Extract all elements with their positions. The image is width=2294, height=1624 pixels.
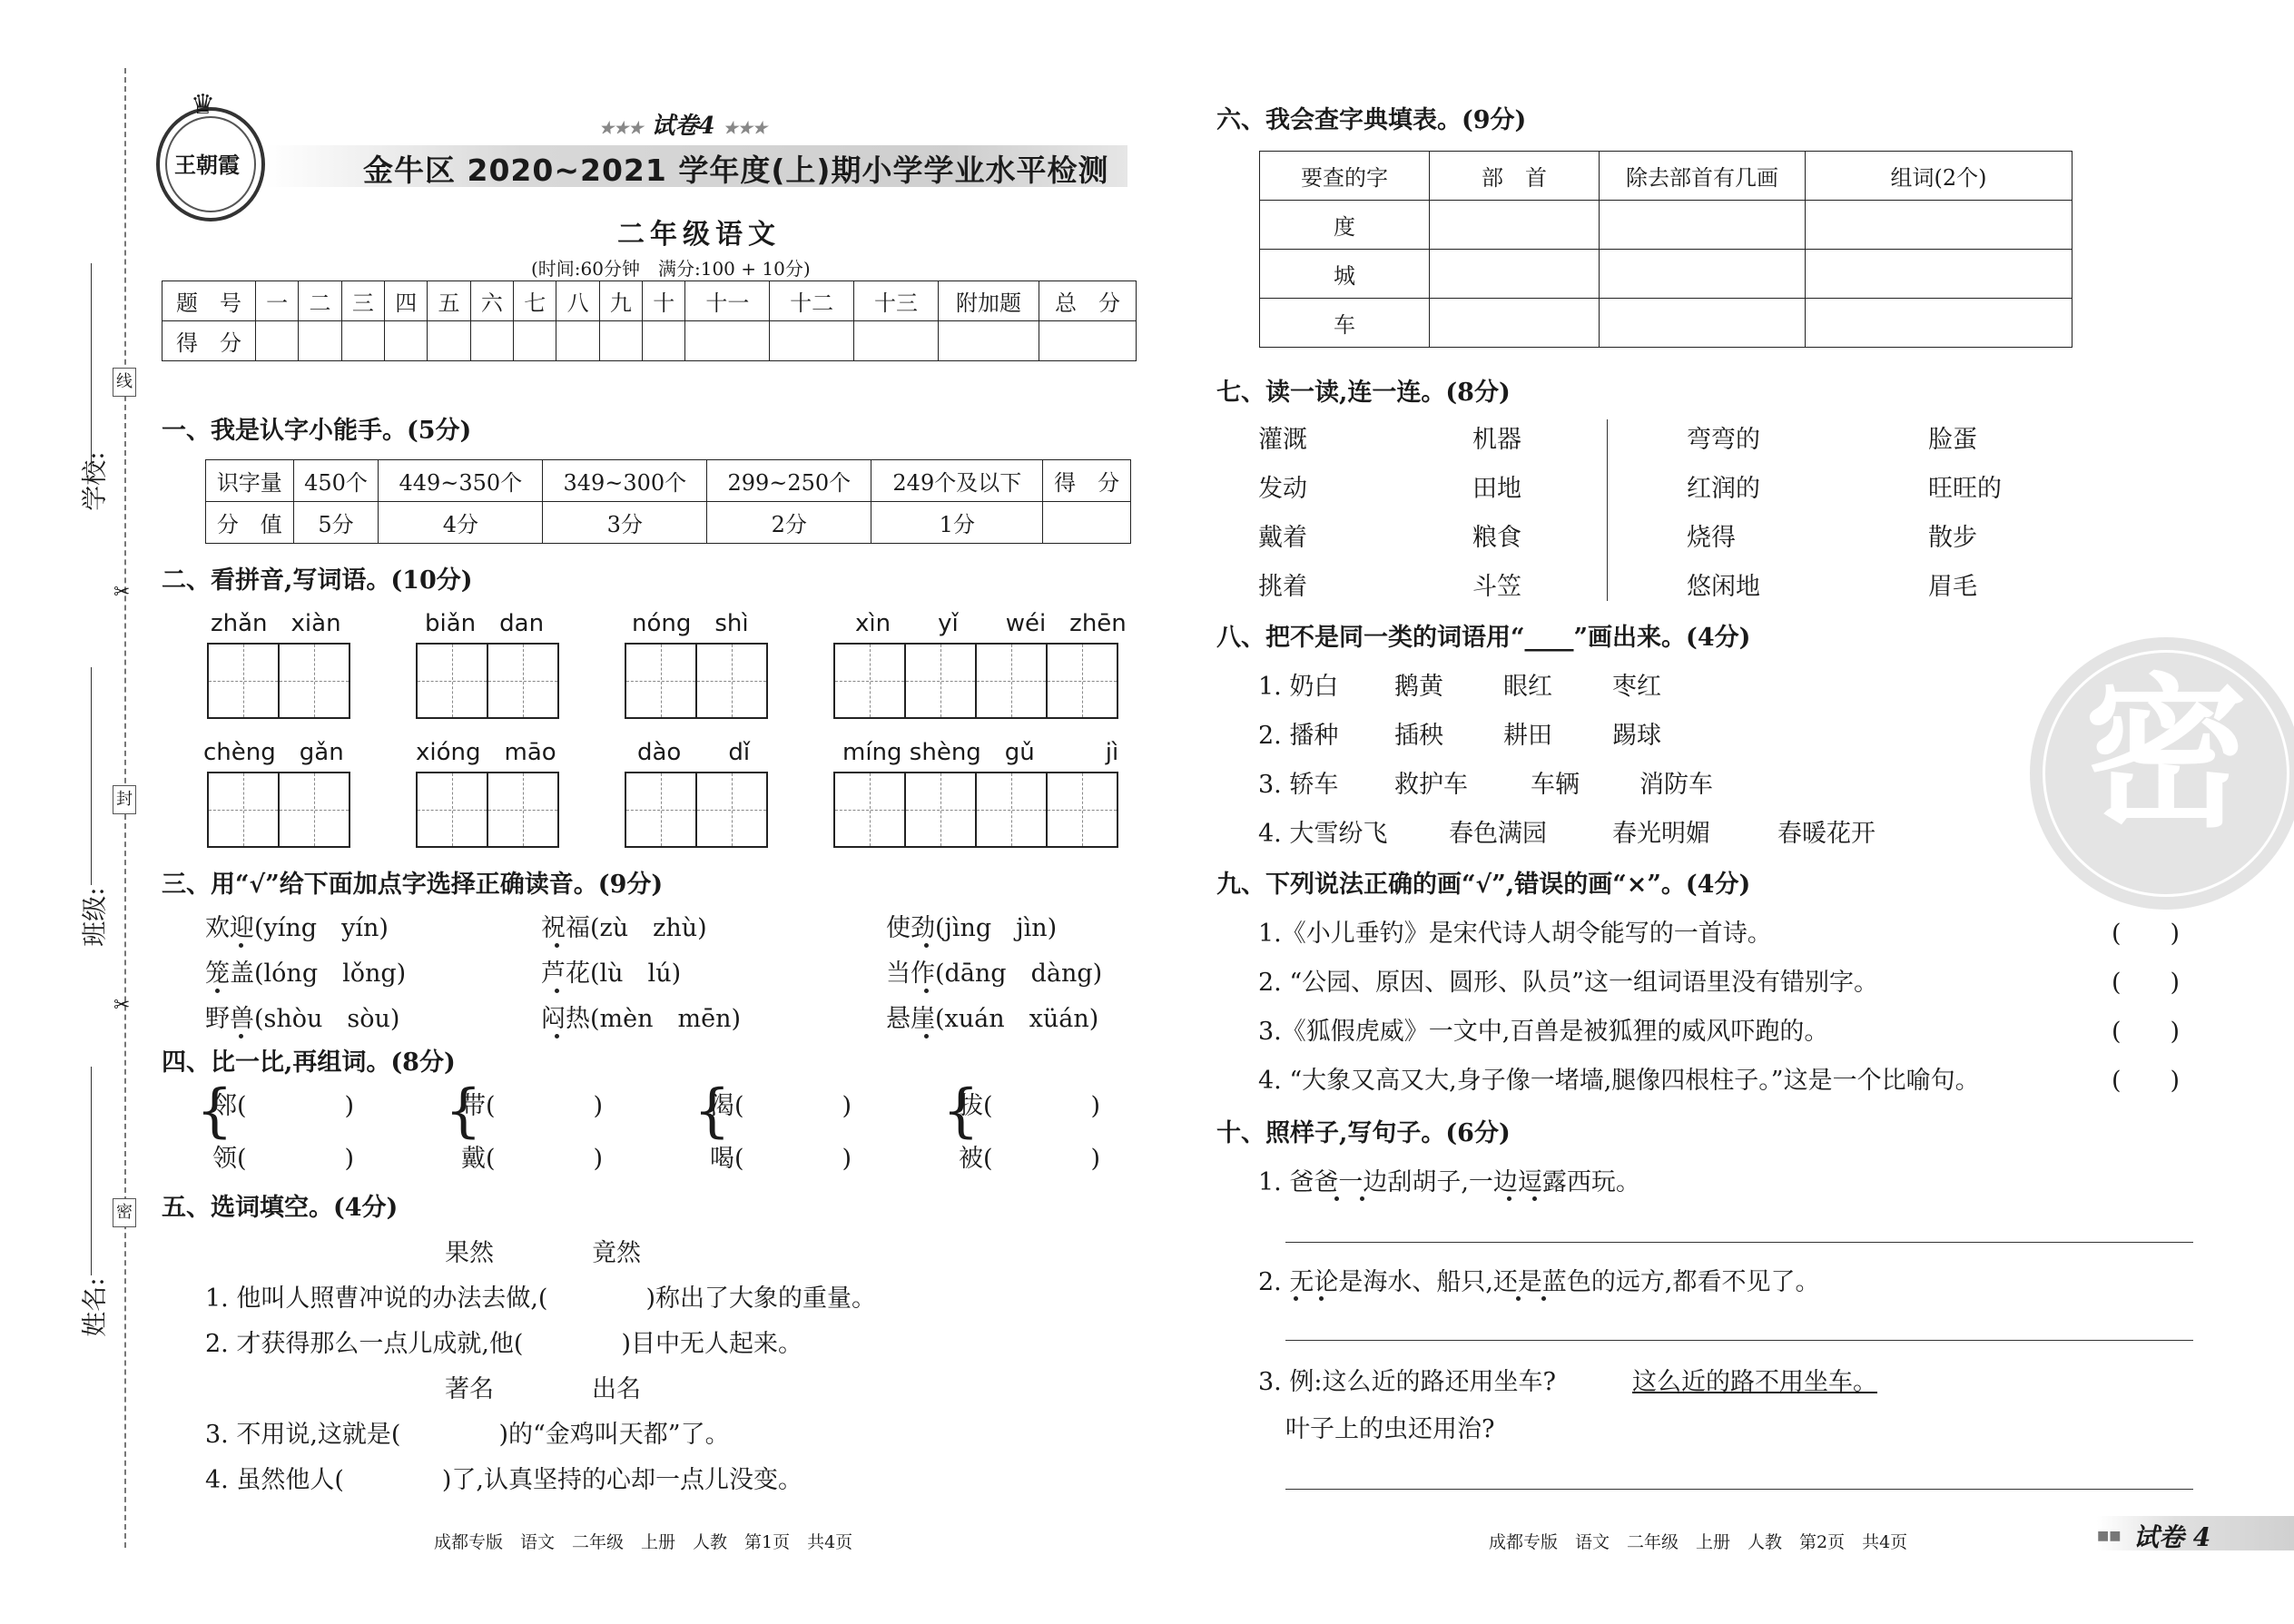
confidential-stamp bbox=[2030, 637, 2294, 910]
literacy-cell: 5分 bbox=[293, 502, 379, 544]
writing-grid[interactable] bbox=[207, 772, 350, 848]
score-table bbox=[162, 281, 1137, 361]
section-2-title: 二、看拼音,写词语。(10分) bbox=[162, 566, 473, 595]
emphasis-dot bbox=[1532, 1196, 1537, 1201]
emphasis-dot bbox=[1516, 1296, 1521, 1301]
literacy-cell: 349~300个 bbox=[543, 460, 707, 502]
category-word[interactable]: 3. 轿车 bbox=[1258, 771, 1339, 799]
judge-statement: 3.《狐假虎威》一文中,百兽是被狐狸的威风吓跑的。 bbox=[1258, 1018, 1829, 1046]
emphasis-dot bbox=[1541, 1296, 1546, 1301]
stamp-text: 密 bbox=[2084, 660, 2249, 850]
score-cell[interactable] bbox=[599, 321, 642, 361]
footer-tag-text: 试卷 4 bbox=[2133, 1522, 2211, 1552]
section-10-title: 十、照样子,写句子。(6分) bbox=[1216, 1119, 1511, 1147]
match-word[interactable]: 发动 bbox=[1258, 475, 1307, 503]
emphasis-dot bbox=[924, 1034, 929, 1038]
reading-choice[interactable]: 野兽(shòu sòu) bbox=[205, 1005, 400, 1033]
category-word[interactable]: 眼红 bbox=[1503, 673, 1552, 701]
school-field[interactable] bbox=[91, 263, 92, 472]
seal-mark-mi: 密 bbox=[113, 1198, 136, 1227]
sentence-prompt: 叶子上的虫还用治? bbox=[1285, 1415, 1495, 1443]
seal-mark-xian: 线 bbox=[113, 368, 136, 397]
literacy-score-cell[interactable] bbox=[1043, 502, 1131, 544]
emphasis-dot bbox=[555, 989, 559, 993]
emphasis-dot bbox=[1507, 1196, 1511, 1201]
score-cell[interactable] bbox=[256, 321, 299, 361]
score-cell[interactable] bbox=[685, 321, 770, 361]
literacy-cell: 2分 bbox=[707, 502, 871, 544]
category-word[interactable]: 春暖花开 bbox=[1777, 820, 1876, 848]
dict-cell[interactable] bbox=[1600, 299, 1806, 348]
section-1-title: 一、我是认字小能手。(5分) bbox=[162, 417, 472, 445]
section-5-title: 五、选词填空。(4分) bbox=[162, 1194, 399, 1222]
scissors-icon: ✂ bbox=[113, 581, 131, 604]
section-6-title: 六、我会查字典填表。(9分) bbox=[1216, 106, 1527, 134]
match-word[interactable]: 机器 bbox=[1472, 426, 1521, 454]
writing-grid[interactable] bbox=[416, 643, 559, 719]
match-word[interactable]: 旺旺的 bbox=[1928, 475, 2002, 503]
category-word[interactable]: 枣红 bbox=[1612, 673, 1661, 701]
name-label: 姓名: bbox=[79, 1277, 110, 1337]
emphasis-dot bbox=[555, 1034, 559, 1038]
match-divider bbox=[1607, 419, 1608, 601]
score-header: 十 bbox=[643, 281, 685, 321]
emphasis-dot bbox=[239, 1034, 243, 1038]
literacy-cell: 得 分 bbox=[1043, 460, 1131, 502]
score-header: 十一 bbox=[685, 281, 770, 321]
score-header: 八 bbox=[556, 281, 599, 321]
writing-grid[interactable] bbox=[833, 643, 1118, 719]
emphasis-dot bbox=[924, 943, 929, 948]
match-word[interactable]: 粮食 bbox=[1472, 524, 1521, 552]
reading-choice[interactable]: 使劲(jìng jìn) bbox=[886, 914, 1058, 942]
judge-answer[interactable]: ( ) bbox=[2112, 1018, 2181, 1046]
pinyin: xióng māo bbox=[416, 739, 556, 766]
answer-line[interactable] bbox=[1285, 1340, 2193, 1341]
judge-statement: 2. “公园、原因、圆形、队员”这一组词语里没有错别字。 bbox=[1258, 969, 1878, 997]
category-word[interactable]: 救护车 bbox=[1394, 771, 1468, 799]
pinyin: zhǎn xiàn bbox=[211, 610, 341, 637]
sentence-example: 1. 爸爸一边刮胡子,一边逗露西玩。 bbox=[1258, 1168, 1640, 1196]
score-header: 六 bbox=[470, 281, 513, 321]
section-7-title: 七、读一读,连一连。(8分) bbox=[1216, 379, 1511, 407]
compare-word[interactable]: 渴( ) bbox=[710, 1092, 852, 1120]
dictionary-table bbox=[1259, 151, 2072, 348]
category-word[interactable]: 春光明媚 bbox=[1612, 820, 1710, 848]
section-4-title: 四、比一比,再组词。(8分) bbox=[162, 1048, 456, 1077]
sentence-answer-example: 这么近的路不用坐车。 bbox=[1632, 1368, 1877, 1396]
star-icon: ★★★ bbox=[599, 119, 644, 138]
dict-header: 部 首 bbox=[1430, 152, 1600, 201]
judge-answer[interactable]: ( ) bbox=[2112, 920, 2181, 948]
dict-cell[interactable] bbox=[1806, 299, 2072, 348]
category-word[interactable]: 2. 播种 bbox=[1258, 722, 1339, 750]
score-header: 九 bbox=[599, 281, 642, 321]
dict-char: 车 bbox=[1260, 299, 1430, 348]
exam-title: 金牛区 2020~2021 学年度(上)期小学学业水平检测 bbox=[363, 153, 1109, 188]
match-word[interactable]: 戴着 bbox=[1258, 524, 1307, 552]
literacy-cell: 4分 bbox=[379, 502, 543, 544]
score-cell[interactable] bbox=[470, 321, 513, 361]
name-field[interactable] bbox=[91, 1067, 92, 1275]
compare-word[interactable]: 领( ) bbox=[212, 1145, 355, 1173]
word-choices: 著名 出名 bbox=[445, 1375, 641, 1403]
emphasis-dot bbox=[1360, 1196, 1364, 1201]
emphasis-dot bbox=[239, 943, 243, 948]
category-word[interactable]: 插秧 bbox=[1394, 722, 1443, 750]
reading-choice[interactable]: 祝福(zù zhù) bbox=[541, 914, 707, 942]
seal-mark-feng: 封 bbox=[113, 785, 136, 814]
pinyin: dào dǐ bbox=[637, 739, 751, 766]
pinyin: nóng shì bbox=[632, 610, 749, 637]
emphasis-dot bbox=[215, 989, 220, 993]
dict-char: 城 bbox=[1260, 250, 1430, 299]
word-choices: 果然 竟然 bbox=[445, 1239, 641, 1267]
score-header: 二 bbox=[299, 281, 341, 321]
dict-cell[interactable] bbox=[1806, 201, 2072, 250]
literacy-cell: 分 值 bbox=[206, 502, 294, 544]
score-cell[interactable] bbox=[299, 321, 341, 361]
match-word[interactable]: 挑着 bbox=[1258, 573, 1307, 601]
reading-choice[interactable]: 欢迎(yíng yín) bbox=[205, 914, 389, 942]
reading-choice[interactable]: 芦花(lù lú) bbox=[541, 960, 682, 988]
emphasis-dot bbox=[1334, 1196, 1339, 1201]
dict-char: 度 bbox=[1260, 201, 1430, 250]
match-word[interactable]: 灌溉 bbox=[1258, 426, 1307, 454]
score-header: 五 bbox=[428, 281, 470, 321]
section-8-title: 八、把不是同一类的词语用“____”画出来。(4分) bbox=[1216, 624, 1751, 652]
brace-icon: { bbox=[196, 1078, 233, 1145]
dict-header: 要查的字 bbox=[1260, 152, 1430, 201]
subject-title: 二年级语文 bbox=[617, 219, 781, 251]
score-header: 总 分 bbox=[1039, 281, 1137, 321]
answer-line[interactable] bbox=[1285, 1489, 2193, 1490]
match-word[interactable]: 烧得 bbox=[1687, 524, 1736, 552]
judge-statement: 4. “大象又高又大,身子像一堵墙,腿像四根柱子。”这是一个比喻句。 bbox=[1258, 1067, 1980, 1095]
footer-right: 成都专版 语文 二年级 上册 人教 第2页 共4页 bbox=[1489, 1532, 1908, 1552]
pinyin: biǎn dan bbox=[425, 610, 545, 637]
school-label: 学校: bbox=[79, 451, 110, 511]
literacy-cell: 249个及以下 bbox=[871, 460, 1043, 502]
match-word[interactable]: 脸蛋 bbox=[1928, 426, 1977, 454]
scissors-icon: ✂ bbox=[113, 994, 131, 1017]
score-cell[interactable] bbox=[385, 321, 428, 361]
dict-cell[interactable] bbox=[1806, 250, 2072, 299]
fill-question[interactable]: 4. 虽然他人( )了,认真坚持的心却一点儿没变。 bbox=[205, 1466, 802, 1494]
dict-cell[interactable] bbox=[1430, 201, 1600, 250]
emphasis-dot bbox=[1294, 1296, 1298, 1301]
footer-tag-dots: ■■ bbox=[2097, 1529, 2122, 1543]
writing-grid[interactable] bbox=[625, 772, 768, 848]
logo-text: 王朝霞 bbox=[174, 152, 240, 178]
score-header: 三 bbox=[341, 281, 384, 321]
star-icon: ★★★ bbox=[723, 119, 768, 138]
category-word[interactable]: 耕田 bbox=[1503, 722, 1552, 750]
score-header: 题 号 bbox=[162, 281, 256, 321]
compare-word[interactable]: 被( ) bbox=[959, 1145, 1101, 1173]
category-word[interactable]: 车辆 bbox=[1531, 771, 1580, 799]
emphasis-dot bbox=[1319, 1296, 1324, 1301]
score-row-label: 得 分 bbox=[162, 321, 256, 361]
score-cell[interactable] bbox=[939, 321, 1039, 361]
score-cell[interactable] bbox=[428, 321, 470, 361]
sentence-example: 3. 例:这么近的路还用坐车? bbox=[1258, 1368, 1556, 1396]
literacy-cell: 449~350个 bbox=[379, 460, 543, 502]
brace-icon: { bbox=[445, 1078, 482, 1145]
dict-cell[interactable] bbox=[1600, 250, 1806, 299]
badge-text: 试卷4 bbox=[651, 113, 715, 140]
match-word[interactable]: 田地 bbox=[1472, 475, 1521, 503]
score-cell[interactable] bbox=[854, 321, 939, 361]
logo bbox=[156, 107, 265, 221]
crown-icon: ♛ bbox=[191, 89, 215, 121]
dict-header: 组词(2个) bbox=[1806, 152, 2072, 201]
score-cell[interactable] bbox=[770, 321, 854, 361]
category-word[interactable]: 1. 奶白 bbox=[1258, 673, 1339, 701]
score-cell[interactable] bbox=[556, 321, 599, 361]
match-word[interactable]: 散步 bbox=[1928, 524, 1977, 552]
score-cell[interactable] bbox=[514, 321, 556, 361]
match-word[interactable]: 眉毛 bbox=[1928, 573, 1977, 601]
score-cell[interactable] bbox=[341, 321, 384, 361]
literacy-cell: 299~250个 bbox=[707, 460, 871, 502]
score-header: 十二 bbox=[770, 281, 854, 321]
writing-grid[interactable] bbox=[207, 643, 350, 719]
dict-cell[interactable] bbox=[1430, 299, 1600, 348]
compare-word[interactable]: 戴( ) bbox=[461, 1145, 604, 1173]
footer-left: 成都专版 语文 二年级 上册 人教 第1页 共4页 bbox=[434, 1532, 853, 1552]
match-word[interactable]: 弯弯的 bbox=[1687, 426, 1760, 454]
category-word[interactable]: 消防车 bbox=[1639, 771, 1713, 799]
judge-answer[interactable]: ( ) bbox=[2112, 1067, 2181, 1095]
literacy-cell: 3分 bbox=[543, 502, 707, 544]
judge-statement: 1.《小儿垂钓》是宋代诗人胡令能写的一首诗。 bbox=[1258, 920, 1772, 948]
fill-question[interactable]: 2. 才获得那么一点儿成就,他( )目中无人起来。 bbox=[205, 1330, 802, 1358]
writing-grid[interactable] bbox=[416, 772, 559, 848]
badge bbox=[599, 107, 767, 141]
literacy-table bbox=[205, 459, 1131, 544]
category-word[interactable]: 春色满园 bbox=[1449, 820, 1547, 848]
judge-answer[interactable]: ( ) bbox=[2112, 969, 2181, 997]
emphasis-dot bbox=[555, 943, 559, 948]
match-word[interactable]: 红润的 bbox=[1687, 475, 1760, 503]
sentence-example: 2. 无论是海水、船只,还是蓝色的远方,都看不见了。 bbox=[1258, 1268, 1820, 1296]
match-word[interactable]: 悠闲地 bbox=[1687, 573, 1760, 601]
score-cell[interactable] bbox=[643, 321, 685, 361]
class-field[interactable] bbox=[91, 667, 92, 885]
time-info: (时间:60分钟 满分:100 + 10分) bbox=[531, 258, 811, 280]
pinyin: chèng gǎn bbox=[203, 739, 344, 766]
class-label: 班级: bbox=[79, 887, 110, 947]
literacy-cell: 识字量 bbox=[206, 460, 294, 502]
score-header: 十三 bbox=[854, 281, 939, 321]
score-header: 一 bbox=[256, 281, 299, 321]
writing-grid[interactable] bbox=[625, 643, 768, 719]
dict-header: 除去部首有几画 bbox=[1600, 152, 1806, 201]
score-header: 四 bbox=[385, 281, 428, 321]
compare-word[interactable]: 喝( ) bbox=[710, 1145, 852, 1173]
answer-line[interactable] bbox=[1285, 1242, 2193, 1243]
reading-choice[interactable]: 笼盖(lóng lǒng) bbox=[205, 960, 407, 988]
score-header: 七 bbox=[514, 281, 556, 321]
match-word[interactable]: 斗笠 bbox=[1472, 573, 1521, 601]
compare-word[interactable]: 拔( ) bbox=[959, 1092, 1101, 1120]
literacy-cell: 450个 bbox=[293, 460, 379, 502]
score-cell[interactable] bbox=[1039, 321, 1137, 361]
fill-question[interactable]: 3. 不用说,这就是( )的“金鸡叫天都”了。 bbox=[205, 1421, 730, 1449]
reading-choice[interactable]: 闷热(mèn mēn) bbox=[541, 1005, 742, 1033]
compare-word[interactable]: 邻( ) bbox=[212, 1092, 355, 1120]
section-3-title: 三、用“√”给下面加点字选择正确读音。(9分) bbox=[162, 871, 664, 899]
reading-choice[interactable]: 当作(dāng dàng) bbox=[886, 960, 1103, 988]
fill-question[interactable]: 1. 他叫人照曹冲说的办法去做,( )称出了大象的重量。 bbox=[205, 1284, 876, 1313]
pinyin: míng shèng gǔ jì bbox=[842, 739, 1119, 766]
category-word[interactable]: 踢球 bbox=[1612, 722, 1661, 750]
category-word[interactable]: 4. 大雪纷飞 bbox=[1258, 820, 1388, 848]
category-word[interactable]: 鹅黄 bbox=[1394, 673, 1443, 701]
dict-cell[interactable] bbox=[1430, 250, 1600, 299]
dict-cell[interactable] bbox=[1600, 201, 1806, 250]
brace-icon: { bbox=[942, 1078, 980, 1145]
compare-word[interactable]: 带( ) bbox=[461, 1092, 604, 1120]
literacy-cell: 1分 bbox=[871, 502, 1043, 544]
section-9-title: 九、下列说法正确的画“√”,错误的画“×”。(4分) bbox=[1216, 871, 1751, 899]
writing-grid[interactable] bbox=[833, 772, 1118, 848]
pinyin: xìn yǐ wéi zhēn bbox=[855, 610, 1127, 637]
emphasis-dot bbox=[924, 989, 929, 993]
reading-choice[interactable]: 悬崖(xuán xüán) bbox=[886, 1005, 1099, 1033]
brace-icon: { bbox=[694, 1078, 731, 1145]
score-header: 附加题 bbox=[939, 281, 1039, 321]
